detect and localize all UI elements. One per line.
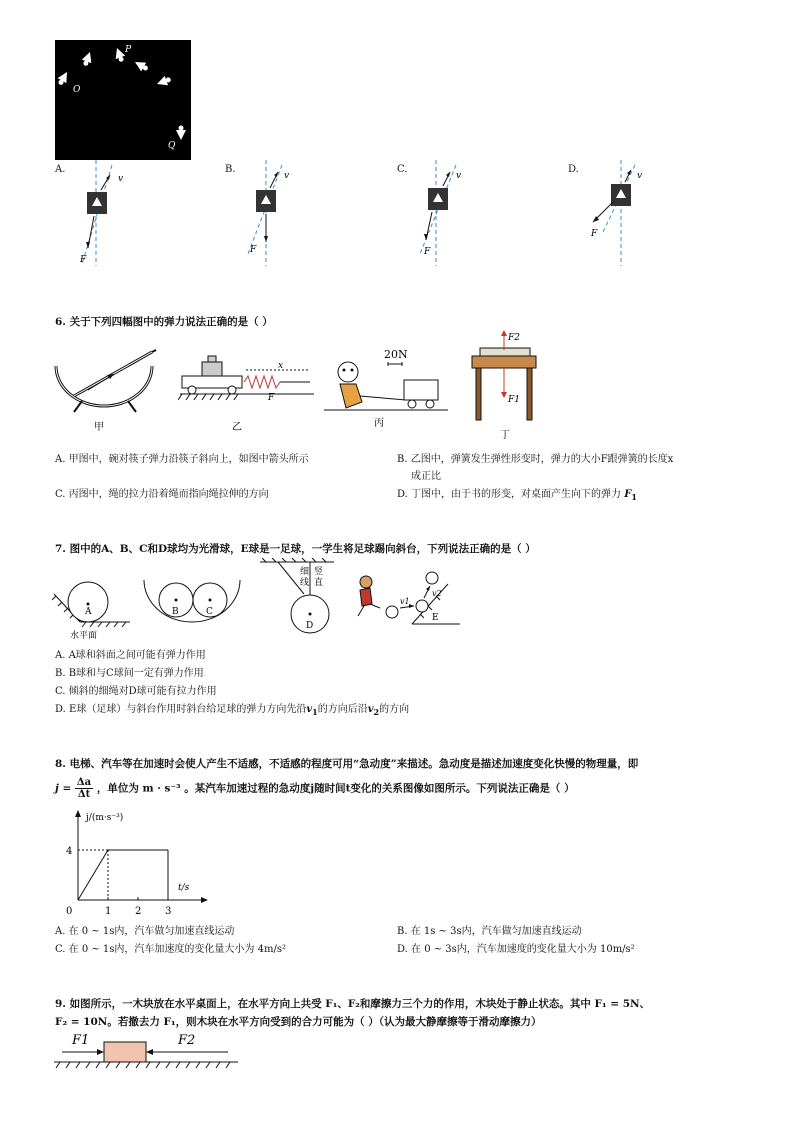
q7-option-c: C. 倾斜的细绳对D球可能有拉力作用 xyxy=(55,686,217,697)
q5-option-c-figure xyxy=(410,160,480,270)
x-tick-label: 3 xyxy=(165,906,172,917)
y-axis-label: j/(m·s⁻³) xyxy=(86,813,124,823)
weight-label: 20N xyxy=(384,348,408,361)
force-label-f2: F2 xyxy=(508,333,520,343)
ball-label-c: C xyxy=(206,607,213,617)
q8-option-b: B. 在 1s ~ 3s内，汽车做匀加速直线运动 xyxy=(397,926,582,937)
q6-option-a: A. 甲图中，碗对筷子弹力沿筷子斜向上，如图中箭头所示 xyxy=(55,454,309,465)
force-label: F xyxy=(424,247,431,257)
ball-label-b: B xyxy=(172,607,179,617)
figure-label-ding: 丁 xyxy=(500,430,510,441)
q8-jerk-time-graph xyxy=(60,808,210,918)
q5-option-b-letter: B. xyxy=(225,164,236,175)
force-label: F xyxy=(591,229,598,239)
force-label-f1: F1 xyxy=(72,1033,90,1048)
q5-option-a-figure xyxy=(70,160,140,270)
velocity-label: v xyxy=(284,171,290,181)
force-label: F xyxy=(268,393,275,403)
figure-label-bing: 丙 xyxy=(374,418,384,429)
q8-stem-line2-wrap: j = $\frac{\Delta a}{\Delta t}$ ，单位为 m · s⁻³ 。某汽车加速过程的急动度j随时间t变化的关系图像如图所示。下列说法正确是（ ） xyxy=(55,777,575,800)
point-label-p: P xyxy=(125,45,132,55)
q7-figure-a xyxy=(52,570,132,642)
ground-label: 水平面 xyxy=(70,631,98,641)
ball-label-d: D xyxy=(306,621,314,631)
q6-option-d: D. 丁图中，由于书的形变，对桌面产生向下的弹力 $F_1$ xyxy=(397,489,637,502)
q7-figure-e xyxy=(352,568,464,630)
ball-label-e: E xyxy=(432,613,439,623)
force-label-f1: F1 xyxy=(508,395,520,405)
q6-figure-bing xyxy=(322,340,452,436)
q8-option-d: D. 在 0 ~ 3s内，汽车加速度的变化量大小为 10m/s² xyxy=(397,944,635,955)
x-tick-label: 2 xyxy=(135,906,142,917)
shuttlecock-icon xyxy=(55,70,71,88)
shuttlecock-icon xyxy=(80,50,94,67)
jerk-fraction: $\frac{\Delta a}{\Delta t}$ xyxy=(76,777,92,800)
shuttlecock-icon xyxy=(133,58,151,74)
series-line xyxy=(78,850,168,900)
q6-option-b: B. 乙图中，弹簧发生弹性形变时，弹力的大小F跟弹簧的长度x xyxy=(397,454,674,465)
velocity-label-v1: v1 xyxy=(400,597,410,606)
force-label-f2: F2 xyxy=(178,1033,196,1048)
q8-option-c: C. 在 0 ~ 1s内，汽车加速度的变化量大小为 4m/s² xyxy=(55,944,286,955)
q5-option-d-figure xyxy=(585,160,655,270)
shuttlecock-photo xyxy=(55,40,191,160)
q6-stem: 6. 关于下列四幅图中的弹力说法正确的是（ ） xyxy=(55,316,273,328)
x-axis-arrow xyxy=(201,897,208,903)
y-tick-label: 4 xyxy=(66,846,73,857)
q6-option-c: C. 丙图中，绳的拉力沿着绳而指向绳拉伸的方向 xyxy=(55,489,269,500)
point-label-q: Q xyxy=(168,141,176,151)
q5-photo xyxy=(55,40,191,160)
q6-figure-jia xyxy=(52,346,162,436)
figure-label-jia: 甲 xyxy=(94,422,104,433)
jerk-symbol: j = xyxy=(55,782,72,795)
q7-figure-bc xyxy=(140,570,244,630)
q6-option-b-cont: 成正比 xyxy=(411,471,441,482)
q7-option-b: B. B球和与C球间一定有弹力作用 xyxy=(55,668,204,679)
q7-stem: 7. 图中的A、B、C和D球均为光滑球，E球是一足球，一学生将足球踢向斜台，下列说法正确的是（ ） xyxy=(55,543,536,555)
shuttlecock-icon xyxy=(155,74,172,88)
q7-option-a: A. A球和斜面之间可能有弹力作用 xyxy=(55,650,206,661)
q5-option-d-letter: D. xyxy=(568,164,579,175)
label-thin-1: 细 xyxy=(300,567,310,577)
x-tick-label: 0 xyxy=(66,906,73,917)
q9-stem-line1: 9. 如图所示，一木块放在水平桌面上，在水平方向上共受 F₁、F₂和摩擦力三个力的作用，木块处于静止状态。其中 F₁ = 5N、 xyxy=(55,998,651,1010)
y-axis-arrow xyxy=(75,810,81,817)
q7-option-d: D. E球（足球）与斜台作用时斜台给足球的弹力方向先沿$v_1$的方向后沿$v_2$的方向 xyxy=(55,704,410,717)
point-label-o: O xyxy=(73,85,81,95)
q5-option-a-letter: A. xyxy=(55,164,66,175)
displacement-label: x xyxy=(278,361,284,371)
figure-label-yi: 乙 xyxy=(232,422,242,433)
q9-block-figure xyxy=(52,1030,242,1070)
velocity-label-v2: v2 xyxy=(432,589,442,598)
q9-stem-line2: F₂ = 10N。若撤去力 F₁，则木块在水平方向受到的合力可能为（ ）（认为最大静摩擦等于滑动摩擦力） xyxy=(55,1016,542,1028)
q6-figure-yi xyxy=(178,346,318,436)
force-label: F xyxy=(250,245,257,255)
label-vertical-2: 直 xyxy=(314,578,324,588)
x-tick-label: 1 xyxy=(105,906,112,917)
q8-stem-line1: 8. 电梯、汽车等在加速时会使人产生不适感，不适感的程度可用“急动度”来描述。急动度是描述加速度变化快慢的物理量，即 xyxy=(55,758,639,770)
q6-figure-ding xyxy=(464,326,544,442)
chart-marks xyxy=(66,846,171,917)
velocity-label: v xyxy=(637,171,643,181)
shuttlecock-icon xyxy=(176,126,186,141)
q7-figure-d xyxy=(258,558,338,640)
velocity-label: v xyxy=(456,171,462,181)
velocity-label: v xyxy=(118,174,124,184)
q5-option-c-letter: C. xyxy=(397,164,408,175)
label-vertical-1: 竖 xyxy=(314,567,324,577)
force-label: F xyxy=(80,255,87,265)
ball-label-a: A xyxy=(85,607,92,617)
q8-option-a: A. 在 0 ~ 1s内，汽车做匀加速直线运动 xyxy=(55,926,235,937)
label-thin-2: 线 xyxy=(300,578,310,588)
x-axis-label: t/s xyxy=(178,883,190,893)
wooden-block xyxy=(104,1042,146,1062)
q5-option-b-figure xyxy=(240,160,310,270)
